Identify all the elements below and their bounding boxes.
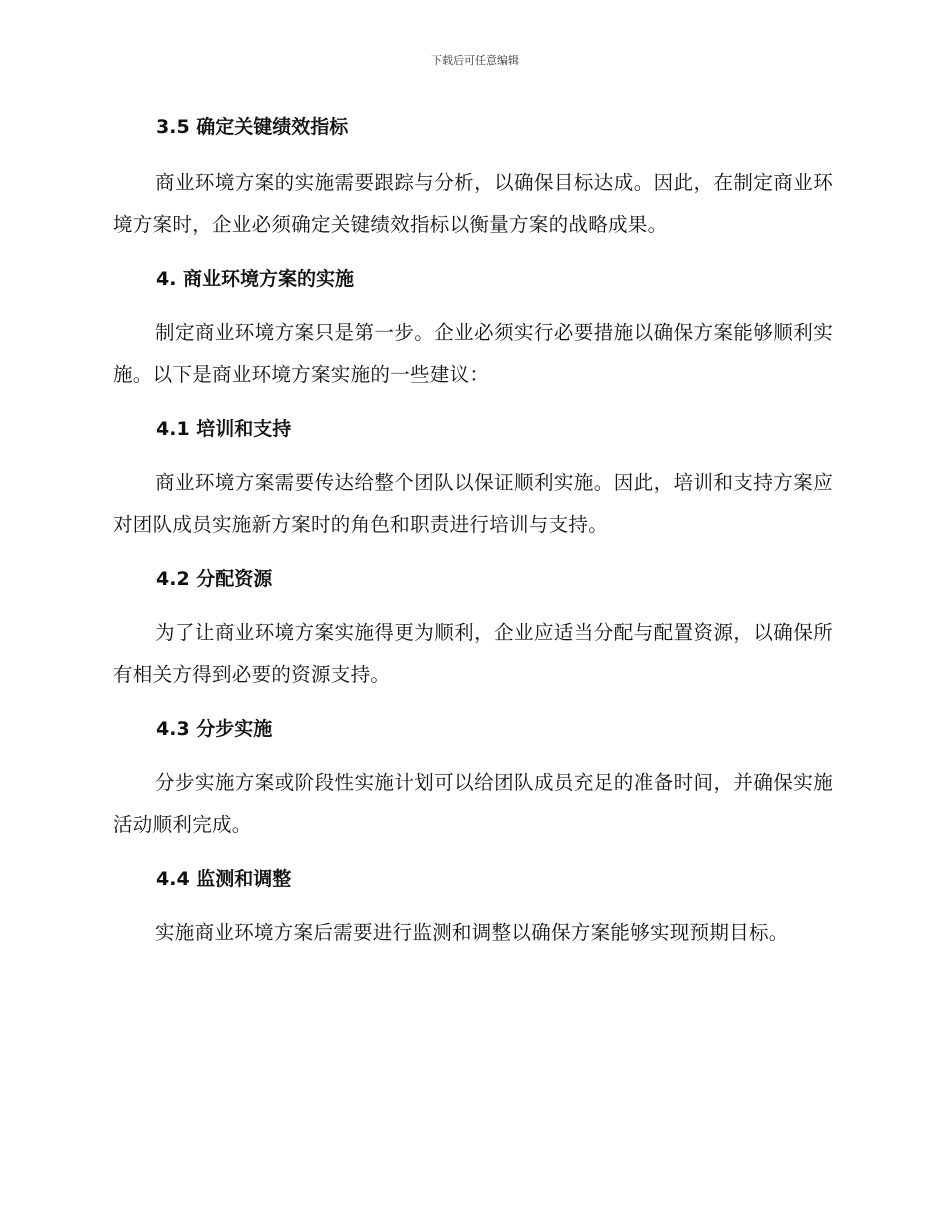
section-gap: [113, 596, 833, 612]
section-gap: [113, 396, 833, 412]
section-heading-4-4: 4.4 监测和调整: [156, 868, 292, 890]
section-heading-4-3: 4.3 分步实施: [156, 718, 273, 740]
section-paragraph-4-4: 实施商业环境方案后需要进行监测和调整以确保方案能够实现预期目标。: [155, 921, 789, 944]
section-paragraph-4-3: 分步实施方案或阶段性实施计划可以给团队成员充足的准备时间，并确保实施活动顺利完成。: [113, 771, 833, 836]
section-gap: [113, 296, 833, 312]
section-gap: [113, 896, 833, 912]
document-body: [113, 110, 833, 954]
section-paragraph-4: 制定商业环境方案只是第一步。企业必须实行必要措施以确保方案能够顺利实施。以下是商业环境方案实施的一些建议：: [113, 321, 833, 386]
section-paragraph-3-5: 商业环境方案的实施需要跟踪与分析，以确保目标达成。因此，在制定商业环境方案时，企业必须确定关键绩效指标以衡量方案的战略成果。: [113, 171, 833, 236]
section-heading-4-1: 4.1 培训和支持: [156, 418, 292, 440]
section-gap: [113, 696, 833, 712]
section-heading-4: 4. 商业环境方案的实施: [156, 268, 355, 290]
section-paragraph-4-2: 为了让商业环境方案实施得更为顺利，企业应适当分配与配置资源，以确保所有相关方得到必要的资源支持。: [113, 621, 833, 686]
section-gap: [113, 446, 833, 462]
section-gap: [113, 546, 833, 562]
section-heading-3-5: 3.5 确定关键绩效指标: [156, 116, 349, 138]
section-gap: [113, 246, 833, 262]
section-heading-4-2: 4.2 分配资源: [156, 568, 273, 590]
section-paragraph-4-1: 商业环境方案需要传达给整个团队以保证顺利实施。因此，培训和支持方案应对团队成员实施新方案时的角色和职责进行培训与支持。: [113, 471, 833, 536]
section-gap: [113, 846, 833, 862]
section-gap: [113, 746, 833, 762]
page-header: 下载后可任意编辑: [431, 54, 519, 67]
